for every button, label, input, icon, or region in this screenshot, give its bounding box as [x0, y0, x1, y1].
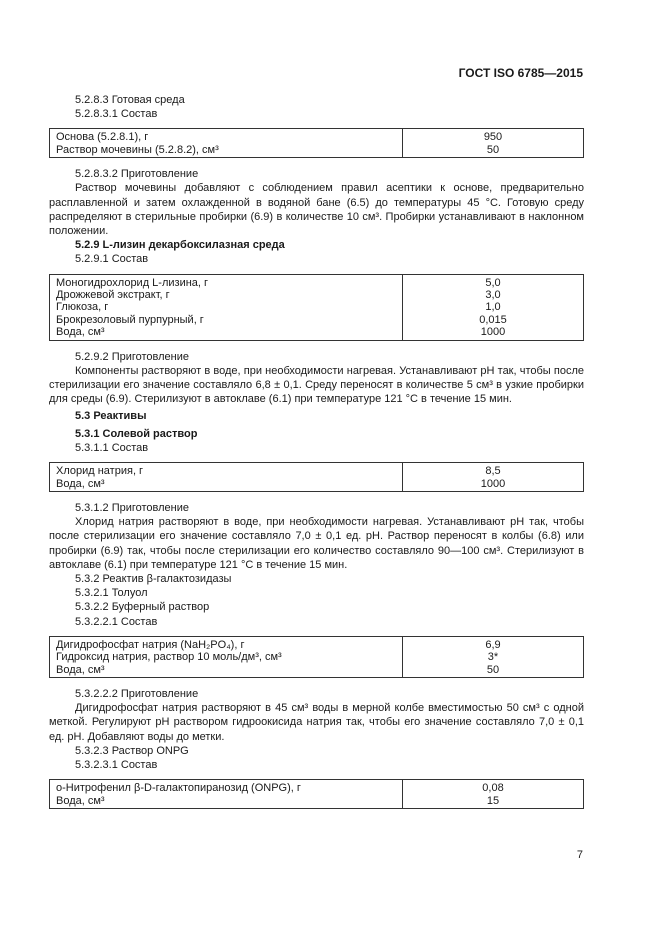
table-row: Вода, см³ 50	[50, 664, 584, 678]
composition-table	[49, 274, 584, 341]
page-number: 7	[576, 849, 583, 861]
table-row: Глюкоза, г 1,0	[50, 301, 584, 313]
table-row: Хлорид натрия, г 8,5	[50, 463, 584, 478]
table-row: Дрожжевой экстракт, г 3,0	[50, 289, 584, 301]
section-subheading: 5.2.9.2 Приготовление	[75, 350, 190, 363]
document-body	[49, 93, 584, 818]
section-subheading: 5.3.2.2.1 Состав	[75, 615, 158, 628]
section-subheading: 5.2.8.3.2 Приготовление	[75, 168, 199, 181]
section-subheading: 5.2.9.1 Состав	[75, 253, 149, 266]
composition-table	[49, 128, 584, 158]
table-row: Основа (5.2.8.1), г 950	[50, 129, 584, 144]
section-heading: 5.3.2 Реактив β-галактозидазы	[75, 572, 232, 585]
paragraph: Дигидрофосфат натрия растворяют в 45 см³ воды в мерной колбе вместимостью 50 см³ с одной меткой. Регулируют pH раствором гидроокисида натрия так, чтобы его значение составляло 7,0 ± 0,1 ед. pH. Добавляют воды до метки.	[49, 702, 584, 743]
section-subheading: 5.3.2.1 Толуол	[75, 587, 148, 600]
section-heading: 5.3.1 Солевой раствор	[75, 427, 198, 440]
composition-table	[49, 462, 584, 492]
section-subheading: 5.3.2.3.1 Состав	[75, 758, 158, 771]
section-subheading: 5.2.8.3.1 Состав	[75, 108, 158, 121]
section-subheading: 5.3.1.2 Приготовление	[75, 501, 190, 514]
composition-table	[49, 779, 584, 809]
table-row: Моногидрохлорид L-лизина, г 5,0	[50, 274, 584, 289]
paragraph: Раствор мочевины добавляют с соблюдением правил асептики к основе, предварительно расплавленной и затем охлажденной в водяной бане (6.5) до температуры 45 °С. Готовую среду распределяют в стерильные пробирки (6.9) в количестве 10 см³. Пробирки устанавливают в наклонном положении.	[49, 182, 584, 238]
table-row: Брокрезоловый пурпурный, г 0,015	[50, 314, 584, 326]
section-heading: 5.3.2.3 Раствор ONPG	[75, 744, 189, 757]
section-heading: 5.2.9 L-лизин декарбоксилазная среда	[75, 239, 285, 252]
section-subheading: 5.3.2.2 Буферный раствор	[75, 601, 210, 614]
table-row: Вода, см³ 1000	[50, 478, 584, 492]
document-header: ГОСТ ISO 6785—2015	[458, 66, 583, 80]
table-row: Вода, см³ 15	[50, 795, 584, 809]
table-row: Гидроксид натрия, раствор 10 моль/дм³, см³ 3*	[50, 651, 584, 663]
section-heading: 5.2.8.3 Готовая среда	[75, 94, 185, 106]
section-heading: 5.3 Реактивы	[75, 410, 147, 423]
table-row: Вода, см³ 1000	[50, 326, 584, 340]
paragraph: Хлорид натрия растворяют в воде, при необходимости нагревая. Устанавливают pH так, чтобы после стерилизации его значение составляло 7,0 ± 0,1 ед. pH. Раствор переносят в колбы (6.8) или пробирки (6.9) так, чтобы после стерилизации его количество составляло 90—100 см³. Стерилизуют в автоклаве (6.1) при температуре 121 °С в течение 15 мин.	[49, 516, 584, 571]
table-row: Раствор мочевины (5.2.8.2), см³ 50	[50, 144, 584, 158]
section-subheading: 5.3.2.2.2 Приготовление	[75, 687, 199, 700]
section-subheading: 5.3.1.1 Состав	[75, 441, 149, 454]
table-row: o-Нитрофенил β-D-галактопиранозид (ONPG), г 0,08	[50, 780, 584, 795]
paragraph: Компоненты растворяют в воде, при необходимости нагревая. Устанавливают pH так, чтобы после стерилизации его значение составляло 6,8 ± 0,1. Среду переносят в количестве 5 см³ в узкие пробирки для среды (6.9). Стерилизуют в автоклаве (6.1) при температуре 121 °С в течение 15 мин.	[49, 364, 584, 406]
composition-table	[49, 636, 584, 678]
table-row: Дигидрофосфат натрия (NaH₂PO₄), г 6,9	[50, 636, 584, 651]
